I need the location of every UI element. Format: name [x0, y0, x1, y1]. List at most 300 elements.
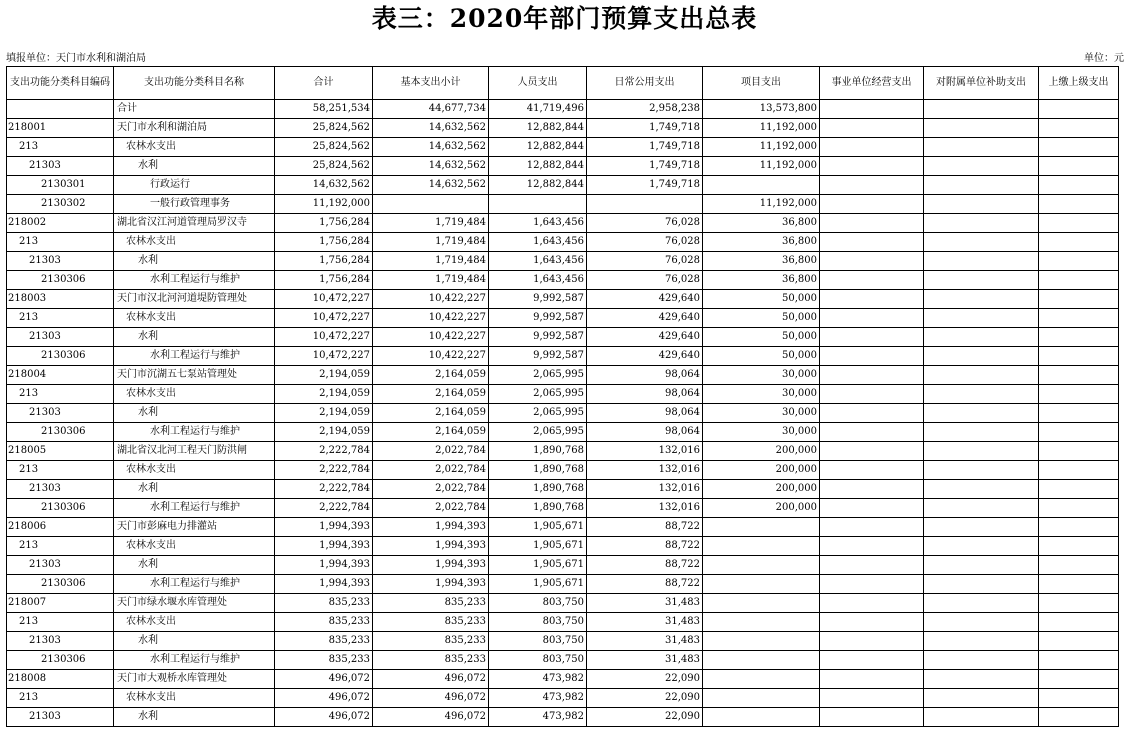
business-cell [820, 385, 924, 404]
remit-cell [1039, 461, 1119, 480]
subsidy-cell [924, 442, 1039, 461]
remit-cell [1039, 708, 1119, 727]
remit-cell [1039, 309, 1119, 328]
name-cell: 农林水支出 [114, 385, 275, 404]
table-row [7, 138, 1119, 157]
basic-cell [373, 195, 489, 214]
total-cell: 835,233 [275, 594, 373, 613]
subsidy-cell [924, 613, 1039, 632]
name-cell: 农林水支出 [114, 309, 275, 328]
total-cell: 2,194,059 [275, 385, 373, 404]
total-cell: 1,994,393 [275, 556, 373, 575]
column-header-personnel: 人员支出 [489, 67, 587, 100]
table-row [7, 461, 1119, 480]
public-cell: 22,090 [587, 689, 703, 708]
subsidy-cell [924, 195, 1039, 214]
business-cell [820, 594, 924, 613]
project-cell: 36,800 [703, 233, 820, 252]
business-cell [820, 404, 924, 423]
name-cell: 水利 [114, 157, 275, 176]
public-cell: 1,749,718 [587, 119, 703, 138]
remit-cell [1039, 138, 1119, 157]
project-cell [703, 632, 820, 651]
subsidy-cell [924, 632, 1039, 651]
project-cell: 11,192,000 [703, 138, 820, 157]
code-cell: 213 [7, 537, 114, 556]
table-row [7, 442, 1119, 461]
total-cell: 25,824,562 [275, 119, 373, 138]
code-cell: 213 [7, 309, 114, 328]
total-cell: 10,472,227 [275, 290, 373, 309]
basic-cell: 496,072 [373, 689, 489, 708]
business-cell [820, 461, 924, 480]
total-cell: 1,756,284 [275, 214, 373, 233]
table-row [7, 651, 1119, 670]
remit-cell [1039, 119, 1119, 138]
personnel-cell: 1,643,456 [489, 271, 587, 290]
subsidy-cell [924, 366, 1039, 385]
basic-cell: 1,719,484 [373, 233, 489, 252]
remit-cell [1039, 575, 1119, 594]
basic-cell: 1,994,393 [373, 556, 489, 575]
name-cell: 湖北省汉北河工程天门防洪闸 [114, 442, 275, 461]
public-cell: 76,028 [587, 271, 703, 290]
project-cell: 11,192,000 [703, 195, 820, 214]
total-cell: 11,192,000 [275, 195, 373, 214]
name-cell: 水利工程运行与维护 [114, 651, 275, 670]
total-cell: 835,233 [275, 651, 373, 670]
basic-cell: 14,632,562 [373, 119, 489, 138]
personnel-cell: 9,992,587 [489, 309, 587, 328]
name-cell: 水利工程运行与维护 [114, 347, 275, 366]
table-row [7, 613, 1119, 632]
total-cell: 1,994,393 [275, 537, 373, 556]
public-cell: 1,749,718 [587, 138, 703, 157]
basic-cell: 835,233 [373, 632, 489, 651]
remit-cell [1039, 233, 1119, 252]
code-cell: 218003 [7, 290, 114, 309]
remit-cell [1039, 670, 1119, 689]
business-cell [820, 157, 924, 176]
subsidy-cell [924, 347, 1039, 366]
project-cell: 13,573,800 [703, 100, 820, 119]
name-cell: 农林水支出 [114, 689, 275, 708]
project-cell [703, 613, 820, 632]
name-cell: 水利 [114, 328, 275, 347]
project-cell: 30,000 [703, 423, 820, 442]
subsidy-cell [924, 651, 1039, 670]
total-cell: 10,472,227 [275, 347, 373, 366]
project-cell [703, 689, 820, 708]
business-cell [820, 328, 924, 347]
code-cell: 2130306 [7, 423, 114, 442]
table-row [7, 328, 1119, 347]
business-cell [820, 100, 924, 119]
basic-cell: 14,632,562 [373, 176, 489, 195]
personnel-cell: 803,750 [489, 651, 587, 670]
personnel-cell: 473,982 [489, 689, 587, 708]
basic-cell: 2,022,784 [373, 480, 489, 499]
project-cell: 30,000 [703, 404, 820, 423]
project-cell: 200,000 [703, 480, 820, 499]
public-cell: 22,090 [587, 670, 703, 689]
remit-cell [1039, 613, 1119, 632]
total-cell: 2,194,059 [275, 423, 373, 442]
basic-cell: 835,233 [373, 594, 489, 613]
subsidy-cell [924, 385, 1039, 404]
name-cell: 水利 [114, 708, 275, 727]
table-row [7, 632, 1119, 651]
name-cell: 一般行政管理事务 [114, 195, 275, 214]
project-cell: 11,192,000 [703, 119, 820, 138]
personnel-cell: 9,992,587 [489, 328, 587, 347]
public-cell: 98,064 [587, 404, 703, 423]
remit-cell [1039, 385, 1119, 404]
business-cell [820, 556, 924, 575]
remit-cell [1039, 423, 1119, 442]
name-cell: 天门市彭麻电力排灌站 [114, 518, 275, 537]
total-cell: 1,756,284 [275, 271, 373, 290]
project-cell [703, 708, 820, 727]
code-cell: 213 [7, 138, 114, 157]
public-cell: 76,028 [587, 252, 703, 271]
public-cell: 429,640 [587, 290, 703, 309]
personnel-cell: 1,643,456 [489, 214, 587, 233]
page-title: 表三：2020年部门预算支出总表 [371, 4, 758, 33]
business-cell [820, 252, 924, 271]
total-cell: 14,632,562 [275, 176, 373, 195]
remit-cell [1039, 328, 1119, 347]
project-cell: 30,000 [703, 385, 820, 404]
table-body [7, 100, 1119, 727]
code-cell: 213 [7, 613, 114, 632]
basic-cell: 835,233 [373, 651, 489, 670]
business-cell [820, 499, 924, 518]
basic-cell: 2,164,059 [373, 423, 489, 442]
code-cell: 218008 [7, 670, 114, 689]
basic-cell: 14,632,562 [373, 138, 489, 157]
basic-cell: 2,022,784 [373, 499, 489, 518]
personnel-cell: 12,882,844 [489, 119, 587, 138]
public-cell: 429,640 [587, 328, 703, 347]
code-cell: 218004 [7, 366, 114, 385]
code-cell: 213 [7, 461, 114, 480]
personnel-cell: 2,065,995 [489, 423, 587, 442]
total-cell: 2,222,784 [275, 499, 373, 518]
personnel-cell: 1,905,671 [489, 518, 587, 537]
subsidy-cell [924, 499, 1039, 518]
name-cell: 农林水支出 [114, 138, 275, 157]
code-cell: 2130302 [7, 195, 114, 214]
personnel-cell: 473,982 [489, 708, 587, 727]
public-cell: 429,640 [587, 309, 703, 328]
table-row [7, 119, 1119, 138]
subsidy-cell [924, 594, 1039, 613]
column-header-code: 支出功能分类科目编码 [7, 67, 114, 100]
project-cell: 200,000 [703, 499, 820, 518]
name-cell: 水利 [114, 252, 275, 271]
code-cell: 218006 [7, 518, 114, 537]
subsidy-cell [924, 708, 1039, 727]
public-cell: 76,028 [587, 233, 703, 252]
table-row [7, 366, 1119, 385]
code-cell: 21303 [7, 157, 114, 176]
total-cell: 2,222,784 [275, 461, 373, 480]
subsidy-cell [924, 423, 1039, 442]
name-cell: 水利 [114, 404, 275, 423]
remit-cell [1039, 366, 1119, 385]
table-row [7, 423, 1119, 442]
basic-cell: 2,164,059 [373, 366, 489, 385]
business-cell [820, 575, 924, 594]
business-cell [820, 613, 924, 632]
public-cell: 132,016 [587, 442, 703, 461]
project-cell: 200,000 [703, 442, 820, 461]
table-row [7, 499, 1119, 518]
column-header-business: 事业单位经营支出 [820, 67, 924, 100]
project-cell: 200,000 [703, 461, 820, 480]
name-cell: 天门市沉湖五七泵站管理处 [114, 366, 275, 385]
remit-cell [1039, 556, 1119, 575]
public-cell: 132,016 [587, 499, 703, 518]
public-cell: 2,958,238 [587, 100, 703, 119]
business-cell [820, 518, 924, 537]
total-cell: 25,824,562 [275, 138, 373, 157]
personnel-cell: 12,882,844 [489, 138, 587, 157]
project-cell: 36,800 [703, 271, 820, 290]
name-cell: 湖北省汉江河道管理局罗汉寺 [114, 214, 275, 233]
total-cell: 835,233 [275, 632, 373, 651]
personnel-cell: 9,992,587 [489, 347, 587, 366]
project-cell: 50,000 [703, 309, 820, 328]
subsidy-cell [924, 575, 1039, 594]
business-cell [820, 214, 924, 233]
subsidy-cell [924, 309, 1039, 328]
name-cell: 天门市汉北河河道堤防管理处 [114, 290, 275, 309]
total-cell: 25,824,562 [275, 157, 373, 176]
personnel-cell: 803,750 [489, 632, 587, 651]
public-cell: 31,483 [587, 632, 703, 651]
total-cell: 835,233 [275, 613, 373, 632]
table-row [7, 271, 1119, 290]
basic-cell: 496,072 [373, 670, 489, 689]
public-cell: 88,722 [587, 518, 703, 537]
project-cell [703, 575, 820, 594]
subsidy-cell [924, 518, 1039, 537]
name-cell: 水利 [114, 632, 275, 651]
project-cell: 50,000 [703, 347, 820, 366]
personnel-cell [489, 195, 587, 214]
code-cell: 2130306 [7, 347, 114, 366]
business-cell [820, 347, 924, 366]
personnel-cell: 803,750 [489, 613, 587, 632]
name-cell: 天门市绿水堰水库管理处 [114, 594, 275, 613]
subsidy-cell [924, 480, 1039, 499]
public-cell: 31,483 [587, 594, 703, 613]
public-cell: 132,016 [587, 480, 703, 499]
basic-cell: 1,994,393 [373, 518, 489, 537]
code-cell: 2130306 [7, 499, 114, 518]
remit-cell [1039, 214, 1119, 233]
public-cell: 31,483 [587, 613, 703, 632]
total-cell: 2,222,784 [275, 480, 373, 499]
table-row [7, 575, 1119, 594]
project-cell [703, 594, 820, 613]
project-cell: 11,192,000 [703, 157, 820, 176]
subsidy-cell [924, 157, 1039, 176]
remit-cell [1039, 404, 1119, 423]
remit-cell [1039, 632, 1119, 651]
name-cell: 农林水支出 [114, 537, 275, 556]
personnel-cell: 1,643,456 [489, 252, 587, 271]
total-cell: 2,194,059 [275, 366, 373, 385]
project-cell [703, 518, 820, 537]
basic-cell: 835,233 [373, 613, 489, 632]
business-cell [820, 689, 924, 708]
code-cell: 21303 [7, 404, 114, 423]
project-cell: 50,000 [703, 328, 820, 347]
project-cell: 30,000 [703, 366, 820, 385]
business-cell [820, 423, 924, 442]
column-header-remit: 上缴上级支出 [1039, 67, 1119, 100]
remit-cell [1039, 442, 1119, 461]
total-cell: 496,072 [275, 670, 373, 689]
public-cell: 98,064 [587, 366, 703, 385]
code-cell: 218005 [7, 442, 114, 461]
remit-cell [1039, 100, 1119, 119]
table-row [7, 556, 1119, 575]
business-cell [820, 366, 924, 385]
name-cell: 水利工程运行与维护 [114, 575, 275, 594]
table-row [7, 347, 1119, 366]
code-cell: 213 [7, 385, 114, 404]
total-cell: 496,072 [275, 689, 373, 708]
business-cell [820, 442, 924, 461]
business-cell [820, 119, 924, 138]
remit-cell [1039, 518, 1119, 537]
public-cell [587, 195, 703, 214]
personnel-cell: 1,905,671 [489, 537, 587, 556]
basic-cell: 14,632,562 [373, 157, 489, 176]
basic-cell: 10,422,227 [373, 328, 489, 347]
remit-cell [1039, 252, 1119, 271]
table-row [7, 157, 1119, 176]
name-cell: 水利工程运行与维护 [114, 423, 275, 442]
table-row [7, 689, 1119, 708]
column-header-basic: 基本支出小计 [373, 67, 489, 100]
subsidy-cell [924, 176, 1039, 195]
personnel-cell: 2,065,995 [489, 404, 587, 423]
total-cell: 1,994,393 [275, 518, 373, 537]
remit-cell [1039, 271, 1119, 290]
basic-cell: 1,719,484 [373, 214, 489, 233]
project-cell [703, 176, 820, 195]
code-cell: 218007 [7, 594, 114, 613]
public-cell: 98,064 [587, 385, 703, 404]
basic-cell: 10,422,227 [373, 347, 489, 366]
subsidy-cell [924, 404, 1039, 423]
subsidy-cell [924, 328, 1039, 347]
business-cell [820, 233, 924, 252]
public-cell: 22,090 [587, 708, 703, 727]
subsidy-cell [924, 138, 1039, 157]
total-cell: 10,472,227 [275, 309, 373, 328]
basic-cell: 10,422,227 [373, 309, 489, 328]
business-cell [820, 708, 924, 727]
column-header-public: 日常公用支出 [587, 67, 703, 100]
name-cell: 农林水支出 [114, 613, 275, 632]
subsidy-cell [924, 214, 1039, 233]
basic-cell: 1,719,484 [373, 252, 489, 271]
code-cell: 218002 [7, 214, 114, 233]
public-cell: 76,028 [587, 214, 703, 233]
remit-cell [1039, 176, 1119, 195]
project-cell [703, 651, 820, 670]
personnel-cell: 41,719,496 [489, 100, 587, 119]
basic-cell: 2,022,784 [373, 461, 489, 480]
table-row [7, 176, 1119, 195]
name-cell: 农林水支出 [114, 461, 275, 480]
business-cell [820, 195, 924, 214]
remit-cell [1039, 537, 1119, 556]
subsidy-cell [924, 461, 1039, 480]
public-cell: 88,722 [587, 556, 703, 575]
code-cell: 21303 [7, 556, 114, 575]
column-header-project: 项目支出 [703, 67, 820, 100]
personnel-cell: 2,065,995 [489, 366, 587, 385]
name-cell: 农林水支出 [114, 233, 275, 252]
code-cell: 2130306 [7, 271, 114, 290]
table-header-row [7, 67, 1119, 100]
business-cell [820, 537, 924, 556]
project-cell [703, 537, 820, 556]
table-row [7, 537, 1119, 556]
total-cell: 1,994,393 [275, 575, 373, 594]
name-cell: 行政运行 [114, 176, 275, 195]
public-cell: 98,064 [587, 423, 703, 442]
table-row [7, 233, 1119, 252]
project-cell [703, 670, 820, 689]
subsidy-cell [924, 689, 1039, 708]
table-row [7, 309, 1119, 328]
code-cell: 21303 [7, 480, 114, 499]
project-cell: 36,800 [703, 214, 820, 233]
name-cell: 水利工程运行与维护 [114, 499, 275, 518]
personnel-cell: 9,992,587 [489, 290, 587, 309]
total-cell: 496,072 [275, 708, 373, 727]
budget-expenditure-table [6, 66, 1119, 727]
code-cell: 21303 [7, 708, 114, 727]
subsidy-cell [924, 271, 1039, 290]
subsidy-cell [924, 290, 1039, 309]
code-cell: 2130306 [7, 575, 114, 594]
table-row [7, 670, 1119, 689]
personnel-cell: 12,882,844 [489, 176, 587, 195]
subsidy-cell [924, 119, 1039, 138]
table-row [7, 385, 1119, 404]
business-cell [820, 651, 924, 670]
basic-cell: 496,072 [373, 708, 489, 727]
basic-cell: 1,994,393 [373, 575, 489, 594]
column-header-name: 支出功能分类科目名称 [114, 67, 275, 100]
name-cell: 天门市水利和湖泊局 [114, 119, 275, 138]
table-row [7, 708, 1119, 727]
basic-cell: 1,719,484 [373, 271, 489, 290]
code-cell: 218001 [7, 119, 114, 138]
project-cell [703, 556, 820, 575]
subsidy-cell [924, 252, 1039, 271]
business-cell [820, 309, 924, 328]
